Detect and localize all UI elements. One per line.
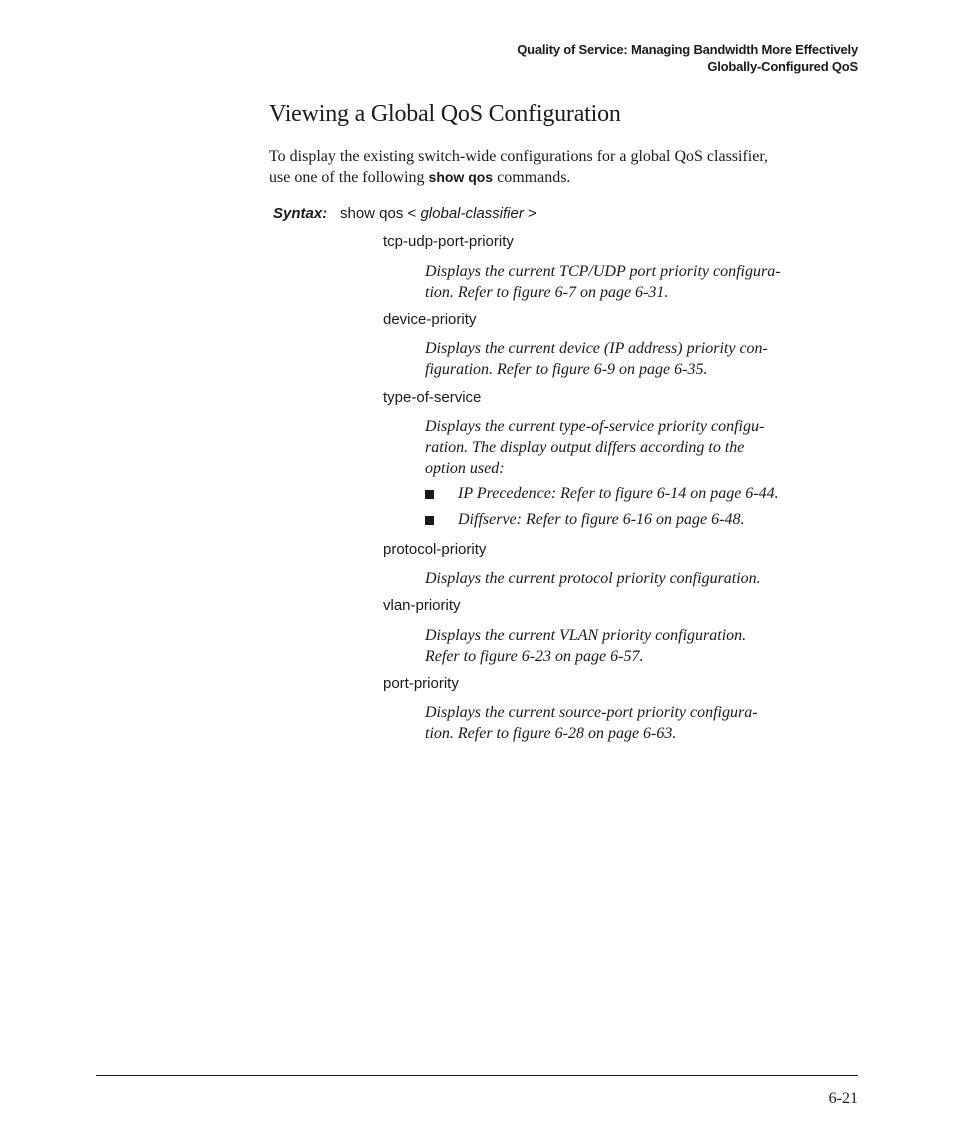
square-bullet-icon [425, 490, 434, 499]
intro-command: show qos [428, 169, 494, 185]
option-description [425, 338, 865, 380]
description-line: Refer to figure 6-23 on page 6-57. [425, 648, 644, 665]
description-line: Displays the current type-of-service priority configu- [425, 418, 765, 435]
option-name: protocol-priority [383, 541, 487, 558]
intro-line-2-post: commands. [493, 169, 571, 186]
description-line: ration. The display output differs according to the [425, 439, 745, 456]
running-header [517, 41, 858, 75]
intro-line-2-pre: use one of the following [269, 169, 429, 186]
page-number: 6-21 [828, 1090, 858, 1107]
option-name: device-priority [383, 311, 477, 328]
section-title: Viewing a Global QoS Configuration [269, 101, 621, 127]
description-line: Displays the current source-port priority configura- [425, 704, 758, 721]
description-line: Displays the current VLAN priority configuration. [425, 627, 747, 644]
syntax-command [340, 205, 537, 222]
description-line: tion. Refer to figure 6-28 on page 6-63. [425, 725, 677, 742]
option-name: port-priority [383, 675, 459, 692]
bullet-text: IP Precedence: Refer to figure 6-14 on page 6-44. [458, 485, 779, 502]
option-description [425, 416, 865, 479]
option-description [425, 625, 865, 667]
description-line: option used: [425, 460, 505, 477]
option-name: type-of-service [383, 389, 482, 406]
syntax-suffix: > [523, 205, 537, 222]
description-line: Displays the current device (IP address) priority con- [425, 340, 768, 357]
syntax-label: Syntax: [273, 205, 328, 222]
syntax-prefix: show qos < [340, 205, 421, 222]
option-description [425, 261, 865, 303]
header-chapter: Quality of Service: Managing Bandwidth More Effectively [517, 42, 858, 57]
intro-paragraph [269, 146, 869, 188]
intro-line-1: To display the existing switch-wide configurations for a global QoS classifier, [269, 148, 769, 165]
option-name: tcp-udp-port-priority [383, 233, 514, 250]
header-section: Globally-Configured QoS [707, 59, 858, 74]
description-line: Displays the current protocol priority configuration. [425, 570, 761, 587]
description-line: Displays the current TCP/UDP port priority configura- [425, 263, 781, 280]
option-name: vlan-priority [383, 597, 461, 614]
syntax-argument: global-classifier [420, 205, 524, 222]
description-line: figuration. Refer to figure 6-9 on page 6-35. [425, 361, 708, 378]
bullet-text: Diffserve: Refer to figure 6-16 on page 6-48. [458, 511, 745, 528]
option-description [425, 702, 865, 744]
footer-rule [96, 1075, 858, 1076]
option-description [425, 568, 865, 589]
description-line: tion. Refer to figure 6-7 on page 6-31. [425, 284, 669, 301]
square-bullet-icon [425, 516, 434, 525]
